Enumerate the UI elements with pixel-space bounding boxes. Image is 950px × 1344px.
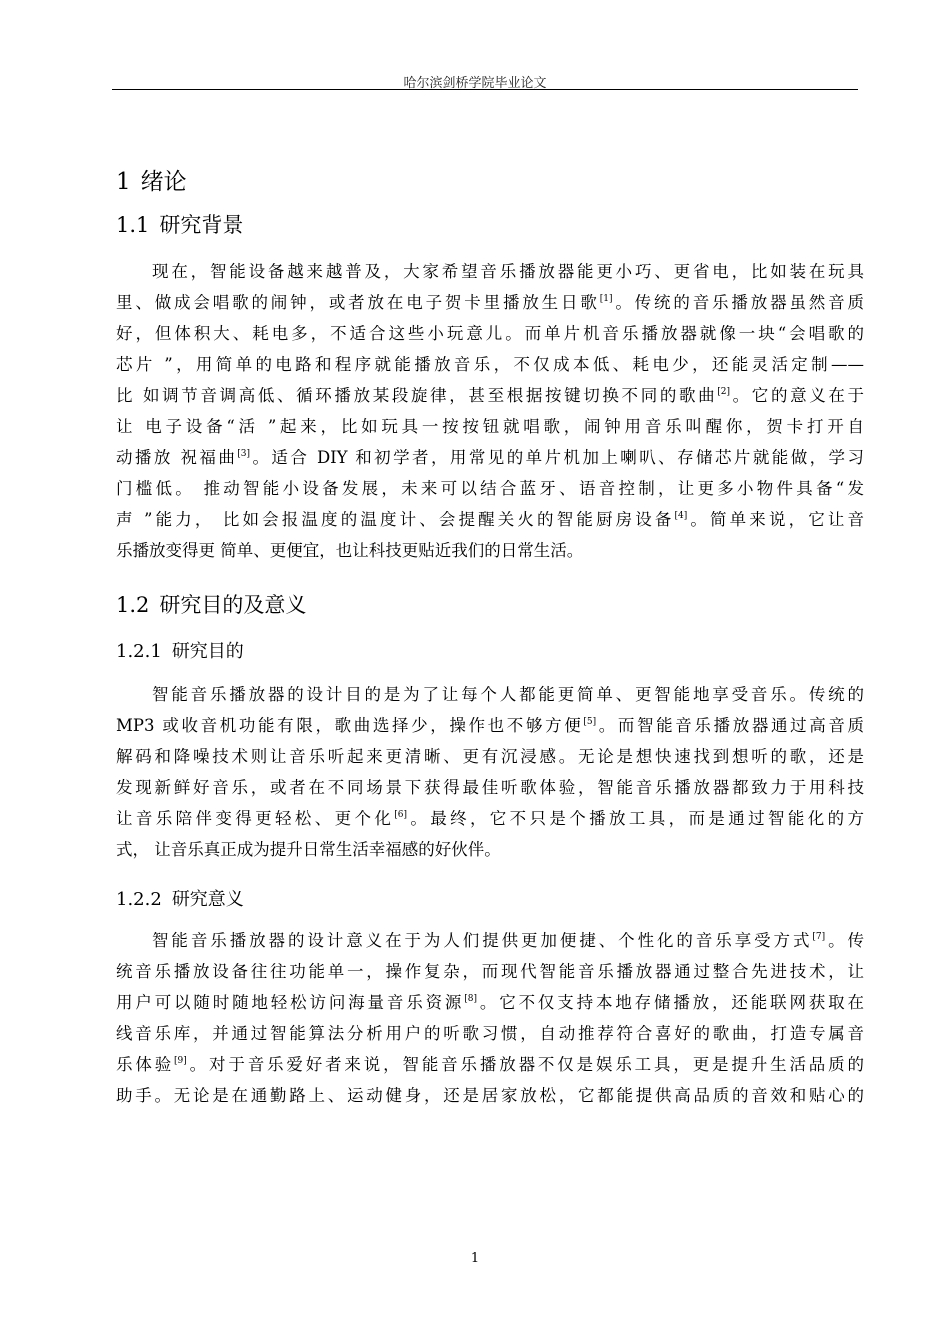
text-line xyxy=(116,287,864,318)
subsection-heading-1-2-1 xyxy=(116,637,244,663)
section-title: 研究目的及意义 xyxy=(159,593,307,617)
text-run: 。传 xyxy=(825,931,865,950)
text-run: 。最终，它不只是个播放工具，而是通过智能化的方 xyxy=(406,809,865,828)
text-line: 好，但体积大、耗电多，不适合这些小玩意儿。而单片机音乐播放器就像一块“会唱歌的 xyxy=(116,324,864,343)
text-line: 助手。无论是在通勤路上、运动健身，还是居家放松，它都能提供高品质的音效和贴心的 xyxy=(116,1086,864,1105)
citation-ref: [4] xyxy=(674,511,688,521)
text-run: 乐体验 xyxy=(116,1055,175,1074)
paragraph-background xyxy=(116,256,864,566)
subsection-heading-1-2-2 xyxy=(116,885,244,911)
text-run: 。对于音乐爱好者来说，智能音乐播放器不仅是娱乐工具，更是提升生活品质的 xyxy=(186,1055,865,1074)
section-title: 研究背景 xyxy=(159,213,244,237)
citation-ref: [5] xyxy=(583,717,597,727)
text-line xyxy=(116,803,864,834)
citation-ref: [8] xyxy=(464,994,478,1004)
citation-ref: [7] xyxy=(812,932,826,942)
subsection-number: 1.2.1 xyxy=(116,641,162,662)
running-header: 哈尔滨剑桥学院毕业论文 xyxy=(403,76,547,91)
text-line: 让 电子设备“活 ”起来，比如玩具一按按钮就唱歌，闹钟用音乐叫醒你，贺卡打开自 xyxy=(116,417,864,436)
chapter-heading xyxy=(116,163,187,196)
text-run: 。它不仅支持本地存储播放，还能联网获取在 xyxy=(477,993,865,1012)
text-run: 里、做成会唱歌的闹钟，或者放在电子贺卡里播放生日歌 xyxy=(116,293,600,312)
text-run: 声 ”能力， 比如会报温度的温度计、会提醒关火的智能厨房设备 xyxy=(116,510,675,529)
section-number: 1.2 xyxy=(116,593,150,617)
text-line: 线音乐库，并通过智能算法分析用户的听歌习惯，自动推荐符合喜好的歌曲，打造专属音 xyxy=(116,1024,864,1043)
text-line xyxy=(116,380,864,411)
header-rule xyxy=(112,89,858,90)
text-line xyxy=(116,442,864,473)
text-line: 式， 让音乐真正成为提升日常生活幸福感的好伙伴。 xyxy=(116,840,501,859)
citation-ref: [6] xyxy=(394,810,407,820)
text-run: 比 如调节音调高低、循环播放某段旋律，甚至根据按键切换不同的歌曲 xyxy=(116,386,718,405)
section-heading-1-1 xyxy=(116,209,243,239)
text-run: 动播放 祝福曲 xyxy=(116,448,238,467)
subsection-number: 1.2.2 xyxy=(116,889,162,910)
page-number: 1 xyxy=(470,1251,480,1266)
text-line xyxy=(116,504,864,535)
text-line: 发现新鲜好音乐，或者在不同场景下获得最佳听歌体验，智能音乐播放器都致力于用科技 xyxy=(116,778,864,797)
chapter-number: 1 xyxy=(116,169,131,195)
section-heading-1-2 xyxy=(116,589,306,619)
text-line: 统音乐播放设备往往功能单一，操作复杂，而现代智能音乐播放器通过整合先进技术，让 xyxy=(116,962,864,981)
text-line: 智能音乐播放器的设计目的是为了让每个人都能更简单、更智能地享受音乐。传统的 xyxy=(152,685,864,704)
text-run: 让音乐陪伴变得更轻松、更个化 xyxy=(116,809,395,828)
text-line: 解码和降噪技术则让音乐听起来更清晰、更有沉浸感。无论是想快速找到想听的歌，还是 xyxy=(116,747,864,766)
text-line: 芯片 ”，用简单的电路和程序就能播放音乐，不仅成本低、耗电少，还能灵活定制—— xyxy=(116,355,864,374)
text-line: 门槛低。 推动智能小设备发展，未来可以结合蓝牙、语音控制，让更多小物件具备“发 xyxy=(116,479,864,498)
text-run: 智能音乐播放器的设计意义在于为人们提供更加便捷、个性化的音乐享受方式 xyxy=(152,931,813,950)
text-line xyxy=(116,925,864,956)
text-line xyxy=(116,710,864,741)
text-run: 。它的意义在于 xyxy=(730,386,865,405)
text-line xyxy=(116,1049,864,1080)
paragraph-significance xyxy=(116,925,864,1111)
text-run: 。而智能音乐播放器通过高音质 xyxy=(596,716,865,735)
text-run: 。适合 DIY 和初学者，用常见的单片机加上喇叭、存储芯片就能做，学习 xyxy=(250,448,864,467)
text-line: 乐播放变得更 简单、更便宜，也让科技更贴近我们的日常生活。 xyxy=(116,541,584,560)
subsection-title: 研究意义 xyxy=(171,889,244,910)
citation-ref: [1] xyxy=(599,294,613,304)
chapter-title: 绪论 xyxy=(140,169,187,195)
subsection-title: 研究目的 xyxy=(171,641,244,662)
section-number: 1.1 xyxy=(116,213,150,237)
text-run: MP3 或收音机功能有限，歌曲选择少，操作也不够方便 xyxy=(116,716,584,735)
citation-ref: [3] xyxy=(237,449,251,459)
text-run: 。简单来说，它让音 xyxy=(687,510,864,529)
text-run: 。传统的音乐播放器虽然音质 xyxy=(612,293,865,312)
text-line xyxy=(116,987,864,1018)
text-run: 用户可以随时随地轻松访问海量音乐资源 xyxy=(116,993,465,1012)
citation-ref: [2] xyxy=(717,387,731,397)
paragraph-purpose xyxy=(116,679,864,865)
citation-ref: [9] xyxy=(174,1056,187,1066)
text-line: 现在，智能设备越来越普及，大家希望音乐播放器能更小巧、更省电，比如装在玩具 xyxy=(152,262,864,281)
